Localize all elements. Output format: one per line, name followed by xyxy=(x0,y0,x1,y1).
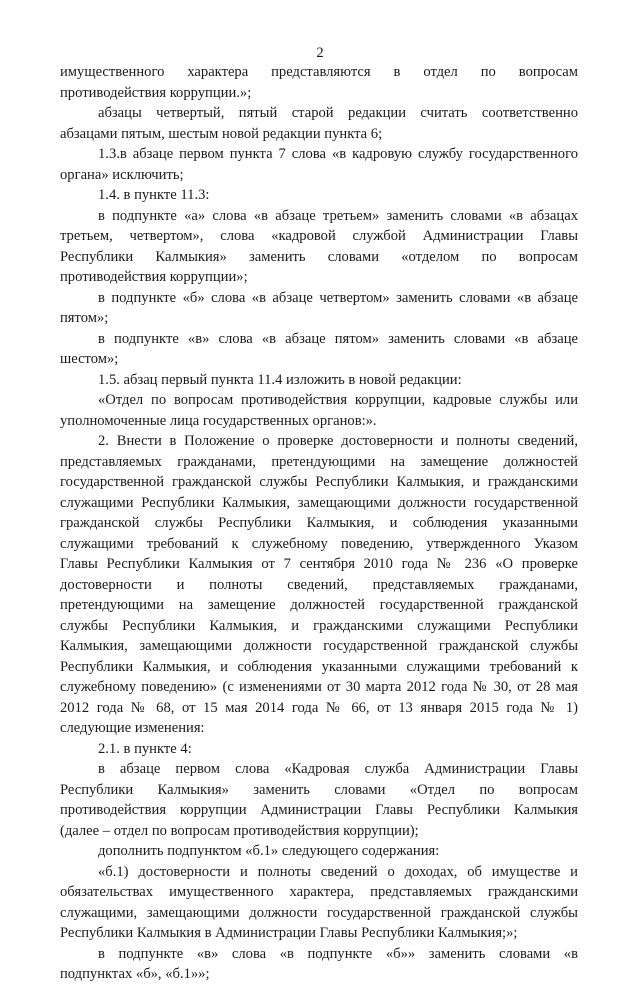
text-line: следующие изменения: xyxy=(60,720,205,736)
text-line: абзацами пятым, шестым новой редакции пункта 6; xyxy=(60,125,383,142)
text-line: 2012 года № 68, от 15 мая 2014 года № 66, от 13 января 2015 года № 1) xyxy=(60,699,578,716)
text-line: противодействия коррупции.»; xyxy=(60,84,252,101)
text-line: в подпункте «в» слова «в абзаце пятом» заменить словами «в абзаце xyxy=(98,330,578,347)
text-line: обязательствах имущественного характера, представляемых гражданскими xyxy=(60,884,578,900)
text-line: органа» исключить; xyxy=(60,166,184,183)
text-line: «б.1) достоверности и полноты сведений о доходах, об имуществе и xyxy=(98,863,578,880)
text-line: 1.4. в пункте 11.3: xyxy=(98,187,210,203)
text-line: 1.5. абзац первый пункта 11.4 изложить в новой редакции: xyxy=(98,371,462,388)
text-line: противодействия коррупции Администрации Главы Республики Калмыкия xyxy=(60,802,578,818)
text-line: достоверности и полноты сведений, представляемых гражданами, xyxy=(60,576,578,593)
text-line: в подпункте «б» слова «в абзаце четвертом» заменить словами «в абзаце xyxy=(98,289,578,306)
text-line: Республики Калмыкия» заменить словами «Отдел по вопросам xyxy=(60,781,578,798)
text-line: дополнить подпунктом «б.1» следующего содержания: xyxy=(98,843,440,859)
text-line: службы Республики Калмыкия, и гражданскими служащими Республики xyxy=(60,617,578,634)
text-line: государственной гражданской службы Республики Калмыкия, и гражданскими xyxy=(60,474,578,490)
text-line: служащими, замещающими должности государственной гражданской службы xyxy=(60,904,578,921)
text-line: противодействия коррупции»; xyxy=(60,269,248,285)
text-line: (далее – отдел по вопросам противодействия коррупции); xyxy=(60,822,419,839)
text-line: подпунктах «б», «б.1»»; xyxy=(60,966,210,982)
text-line: представляемых гражданами, претендующими на замещение должностей xyxy=(60,453,578,470)
text-line: в абзаце первом слова «Кадровая служба Администрации Главы xyxy=(98,761,578,777)
text-line: Республики Калмыкия в Администрации Главы Республики Калмыкия;»; xyxy=(60,925,518,941)
text-line: 2. Внести в Положение о проверке достоверности и полноты сведений, xyxy=(98,433,578,449)
text-line: имущественного характера представляются в отдел по вопросам xyxy=(60,64,578,80)
text-line: 2.1. в пункте 4: xyxy=(98,740,192,757)
text-line: третьем, четвертом», слова «кадровой службой Администрации Главы xyxy=(60,228,578,244)
page-number: 2 xyxy=(316,45,324,61)
text-line: абзацы четвертый, пятый старой редакции считать соответственно xyxy=(98,105,578,121)
text-line: 1.3.в абзаце первом пункта 7 слова «в кадровую службу государственного xyxy=(98,146,578,162)
text-line: шестом»; xyxy=(60,351,119,367)
text-line: пятом»; xyxy=(60,310,109,326)
text-line: Республики Калмыкия, и соблюдения указанными служащими требований к xyxy=(60,658,578,675)
text-line: служебному поведению» (с изменениями от 30 марта 2012 года № 30, от 28 мая xyxy=(60,679,578,695)
text-line: в подпункте «в» слова «в подпункте «б»» заменить словами «в xyxy=(98,945,578,962)
text-line: претендующими на замещение должностей государственной гражданской xyxy=(60,597,578,613)
text-line: Главы Республики Калмыкия от 7 сентября 2010 года № 236 «О проверке xyxy=(60,556,578,572)
text-line: уполномоченные лица государственных органов:». xyxy=(60,412,377,429)
text-line: Калмыкия, замещающими должности государственной гражданской службы xyxy=(60,638,578,654)
document-body xyxy=(60,62,578,985)
text-line: Республики Калмыкия» заменить словами «отделом по вопросам xyxy=(60,248,578,265)
text-line: гражданской службы Республики Калмыкия, и соблюдения указанными xyxy=(60,515,578,531)
text-line: служащими Республики Калмыкия, замещающими должности государственной xyxy=(60,494,578,511)
text-line: в подпункте «а» слова «в абзаце третьем» заменить словами «в абзацах xyxy=(98,207,578,224)
text-line: служащими требований к служебному поведению, утвержденного Указом xyxy=(60,535,578,552)
text-line: «Отдел по вопросам противодействия коррупции, кадровые службы или xyxy=(98,392,578,408)
